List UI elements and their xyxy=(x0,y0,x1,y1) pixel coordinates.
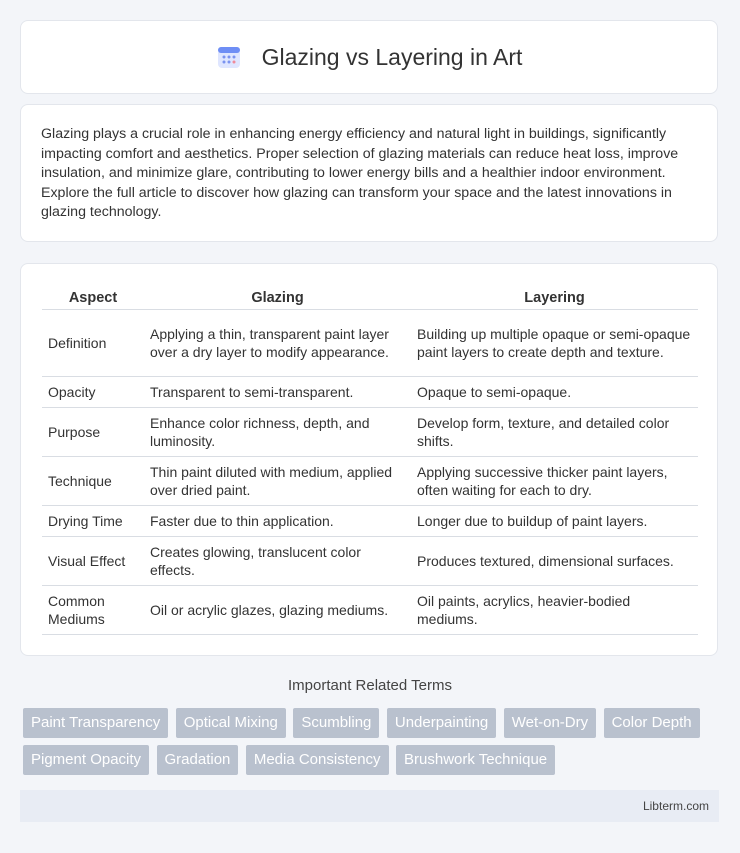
row-glazing: Oil or acrylic glazes, glazing mediums. xyxy=(144,586,411,635)
related-term-tag[interactable]: Pigment Opacity xyxy=(23,745,149,775)
related-term-tag[interactable]: Optical Mixing xyxy=(176,708,286,738)
table-row xyxy=(42,377,698,408)
row-layering: Oil paints, acrylics, heavier-bodied mediums. xyxy=(411,586,698,635)
row-layering: Develop form, texture, and detailed color shifts. xyxy=(411,408,698,457)
intro-text: Glazing plays a crucial role in enhancing energy efficiency and natural light in buildings, significantly impacting comfort and aesthetics. Proper selection of glazing materials can reduce heat loss, improve insulation, and minimize glare, contributing to lower energy bills and a healthier indoor environment. Explore the full article to discover how glazing can transform your space and the latest innovations in glazing technology. xyxy=(41,126,679,221)
related-term-tag[interactable]: Gradation xyxy=(157,745,239,775)
related-term-tag[interactable]: Wet-on-Dry xyxy=(504,708,596,738)
table-row xyxy=(42,310,698,377)
comparison-table xyxy=(42,282,698,635)
footer-brand-link[interactable]: Libterm.com xyxy=(642,799,709,813)
row-layering: Produces textured, dimensional surfaces. xyxy=(411,537,698,586)
related-term-tag[interactable]: Underpainting xyxy=(387,708,496,738)
row-aspect: Visual Effect xyxy=(42,537,144,586)
row-layering: Opaque to semi-opaque. xyxy=(411,377,698,408)
table-row xyxy=(42,537,698,586)
row-glazing: Transparent to semi-transparent. xyxy=(144,377,411,408)
row-layering: Longer due to buildup of paint layers. xyxy=(411,506,698,537)
header-card xyxy=(20,20,718,94)
row-aspect: Opacity xyxy=(42,377,144,408)
calendar-grid-icon xyxy=(216,44,242,70)
row-glazing: Applying a thin, transparent paint layer over a dry layer to modify appearance. xyxy=(144,310,411,377)
related-term-tag[interactable]: Media Consistency xyxy=(246,745,389,775)
row-layering: Building up multiple opaque or semi-opaque paint layers to create depth and texture. xyxy=(411,310,698,377)
intro-card xyxy=(20,104,718,242)
row-aspect: Technique xyxy=(42,457,144,506)
related-term-tag[interactable]: Brushwork Technique xyxy=(396,745,555,775)
header-layering: Layering xyxy=(411,282,698,310)
related-terms-title: Important Related Terms xyxy=(288,677,452,694)
row-aspect: Drying Time xyxy=(42,506,144,537)
row-glazing: Creates glowing, translucent color effects. xyxy=(144,537,411,586)
table-row xyxy=(42,506,698,537)
page-title: Glazing vs Layering in Art xyxy=(261,43,523,70)
row-aspect: Common Mediums xyxy=(42,586,144,635)
related-terms-list xyxy=(23,708,723,782)
table-header-row xyxy=(42,282,698,310)
row-aspect: Purpose xyxy=(42,408,144,457)
comparison-card xyxy=(20,263,718,656)
related-term-tag[interactable]: Color Depth xyxy=(604,708,700,738)
row-glazing: Enhance color richness, depth, and luminosity. xyxy=(144,408,411,457)
footer xyxy=(20,790,719,822)
row-glazing: Thin paint diluted with medium, applied over dried paint. xyxy=(144,457,411,506)
row-aspect: Definition xyxy=(42,310,144,377)
related-term-tag[interactable]: Paint Transparency xyxy=(23,708,168,738)
table-row xyxy=(42,586,698,635)
table-row xyxy=(42,457,698,506)
header-aspect: Aspect xyxy=(42,282,144,310)
row-glazing: Faster due to thin application. xyxy=(144,506,411,537)
row-layering: Applying successive thicker paint layers, often waiting for each to dry. xyxy=(411,457,698,506)
header-glazing: Glazing xyxy=(144,282,411,310)
table-row xyxy=(42,408,698,457)
related-term-tag[interactable]: Scumbling xyxy=(293,708,379,738)
